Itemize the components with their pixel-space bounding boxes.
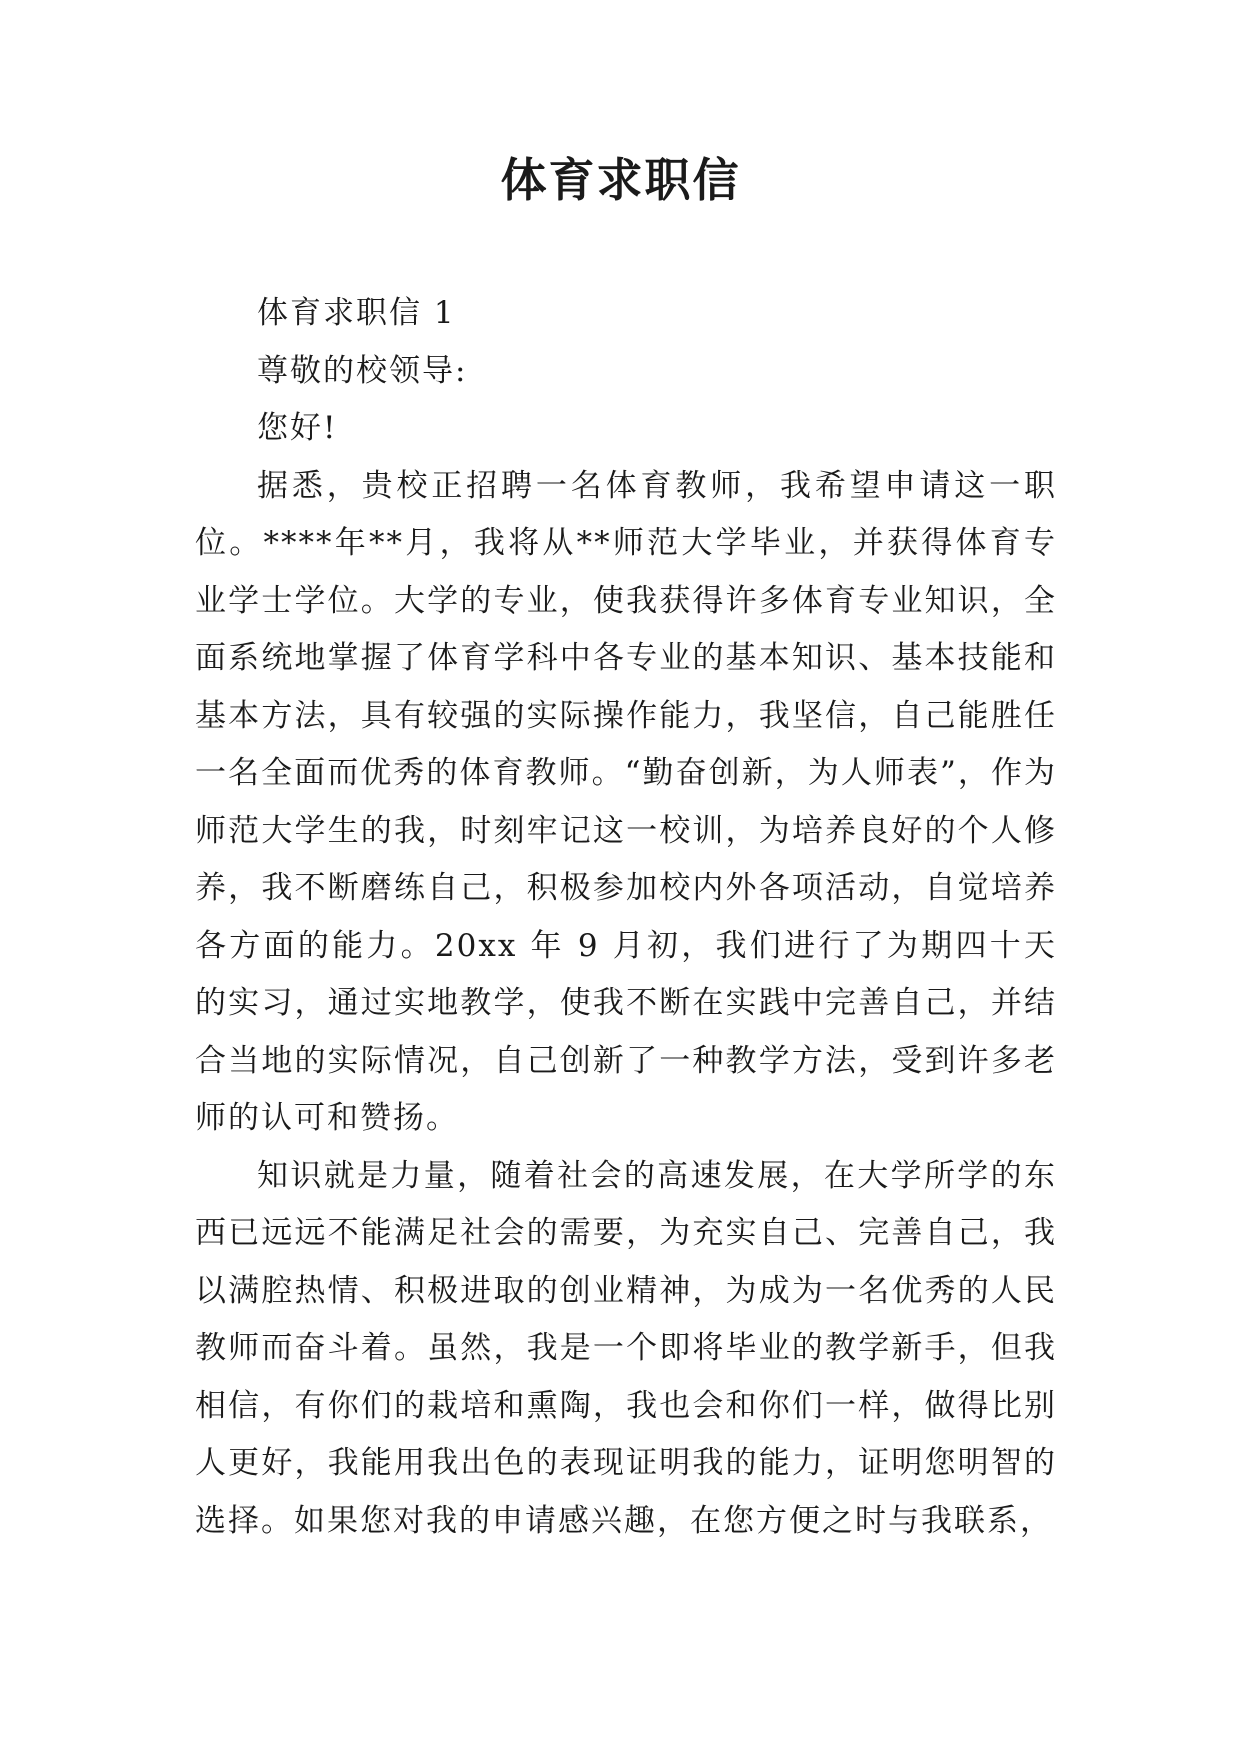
salutation: 尊敬的校领导: [257,352,468,389]
section-heading: 体育求职信 1 [257,295,456,331]
greeting: 您好! [257,410,338,446]
document-title: 体育求职信 [500,153,741,207]
body-paragraph: 据悉，贵校正招聘一名体育教师，我希望申请这一职位。****年**月，我将从**师范大学毕业，并获得体育专业学士学位。大学的专业，使我获得许多体育专业知识，全面系统地掌握了体育学科中各专业的基本知识、基本技能和基本方法，具有较强的实际操作能力，我坚信，自己能胜任一名全面而优秀的体育教师。“勤奋创新，为人师表”，作为师范大学生的我，时刻牢记这一校训，为培养良好的个人修养，我不断磨练自己，积极参加校内外各项活动，自觉培养各方面的能力。20xx 年 9 月初，我们进行了为期四十天的实习，通过实地教学，使我不断在实践中完善自己，并结合当地的实际情况，自己创新了一种教学方法，受到许多老师的认可和赞扬。 [195,467,1057,1136]
body-paragraph: 知识就是力量，随着社会的高速发展，在大学所学的东西已远远不能满足社会的需要，为充实自己、完善自己，我以满腔热情、积极进取的创业精神，为成为一名优秀的人民教师而奋斗着。虽然，我是一个即将毕业的教学新手，但我相信，有你们的栽培和熏陶，我也会和你们一样，做得比别人更好，我能用我出色的表现证明我的能力，证明您明智的选择。如果您对我的申请感兴趣，在您方便之时与我联系， [195,1157,1057,1539]
letter-body [195,285,1057,1550]
